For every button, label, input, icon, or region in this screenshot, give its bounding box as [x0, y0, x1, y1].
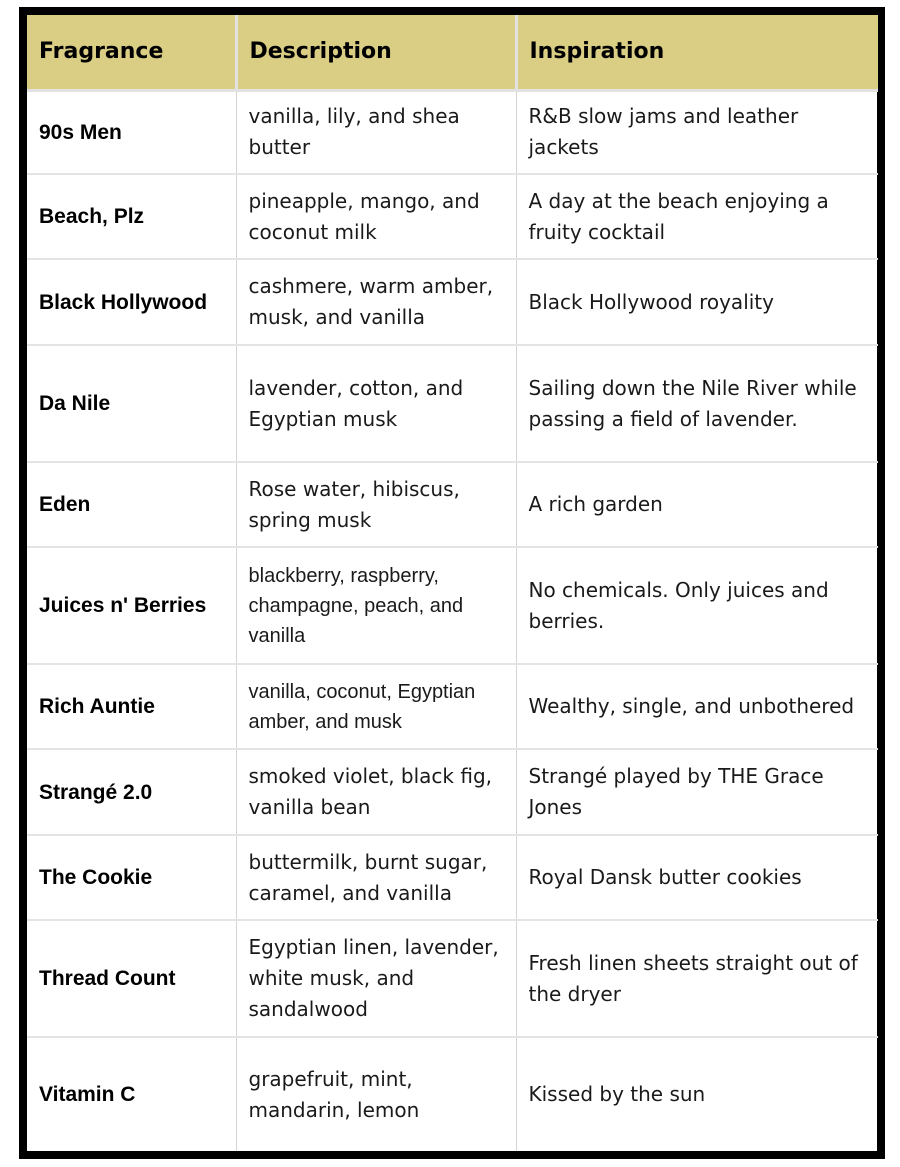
fragrance-description: buttermilk, burnt sugar, caramel, and vanilla	[236, 835, 516, 920]
fragrance-name: 90s Men	[39, 120, 122, 144]
table-frame	[19, 7, 885, 1159]
table-row	[27, 462, 878, 547]
fragrance-description: Rose water, hibiscus, spring musk	[236, 462, 516, 547]
fragrance-name: Da Nile	[27, 345, 236, 462]
fragrance-name: Eden	[27, 462, 236, 547]
fragrance-inspiration: R&B slow jams and leather jackets	[516, 90, 878, 174]
fragrance-name: Thread Count	[27, 920, 236, 1037]
fragrance-name: Black Hollywood	[27, 259, 236, 345]
fragrance-inspiration: Wealthy, single, and unbothered	[516, 664, 878, 749]
fragrance-name: Vitamin C	[27, 1037, 236, 1151]
table-row	[27, 259, 878, 345]
fragrance-description: cashmere, warm amber, musk, and vanilla	[236, 259, 516, 345]
table-row	[27, 749, 878, 835]
table-row	[27, 920, 878, 1037]
fragrance-inspiration: Kissed by the sun	[516, 1037, 878, 1151]
table-row	[27, 345, 878, 462]
fragrance-description: vanilla, lily, and shea butter	[236, 90, 516, 174]
fragrance-description: pineapple, mango, and coconut milk	[236, 174, 516, 259]
fragrance-description: vanilla, coconut, Egyptian amber, and musk	[236, 664, 516, 749]
fragrance-description: lavender, cotton, and Egyptian musk	[236, 345, 516, 462]
header-row	[27, 15, 878, 90]
fragrance-inspiration: Fresh linen sheets straight out of the dryer	[516, 920, 878, 1037]
fragrance-name: Strangé 2.0	[27, 749, 236, 835]
table-row	[27, 835, 878, 920]
fragrance-name: The Cookie	[27, 835, 236, 920]
fragrance-inspiration: Royal Dansk butter cookies	[516, 835, 878, 920]
fragrance-name: Beach, Plz	[27, 174, 236, 259]
fragrance-description: Egyptian linen, lavender, white musk, and sandalwood	[236, 920, 516, 1037]
fragrance-description: grapefruit, mint, mandarin, lemon	[236, 1037, 516, 1151]
fragrance-description: smoked violet, black fig, vanilla bean	[236, 749, 516, 835]
header-description: Description	[236, 15, 516, 90]
fragrance-inspiration: A rich garden	[516, 462, 878, 547]
table-row	[27, 174, 878, 259]
fragrance-inspiration: Sailing down the Nile River while passing a field of lavender.	[516, 345, 878, 462]
fragrance-inspiration: A day at the beach enjoying a fruity cocktail	[516, 174, 878, 259]
table-row	[27, 1037, 878, 1151]
table-row	[27, 547, 878, 664]
table-row	[27, 664, 878, 749]
fragrance-inspiration: No chemicals. Only juices and berries.	[516, 547, 878, 664]
header-inspiration: Inspiration	[516, 15, 878, 90]
fragrance-inspiration: Black Hollywood royality	[516, 259, 878, 345]
fragrance-name: Rich Auntie	[27, 664, 236, 749]
fragrance-inspiration: Strangé played by THE Grace Jones	[516, 749, 878, 835]
header-fragrance: Fragrance	[27, 15, 236, 90]
fragrance-name: Juices n' Berries	[27, 547, 236, 664]
fragrance-description: blackberry, raspberry, champagne, peach, and vanilla	[236, 547, 516, 664]
fragrance-table	[27, 15, 878, 1151]
table-row	[27, 90, 878, 174]
